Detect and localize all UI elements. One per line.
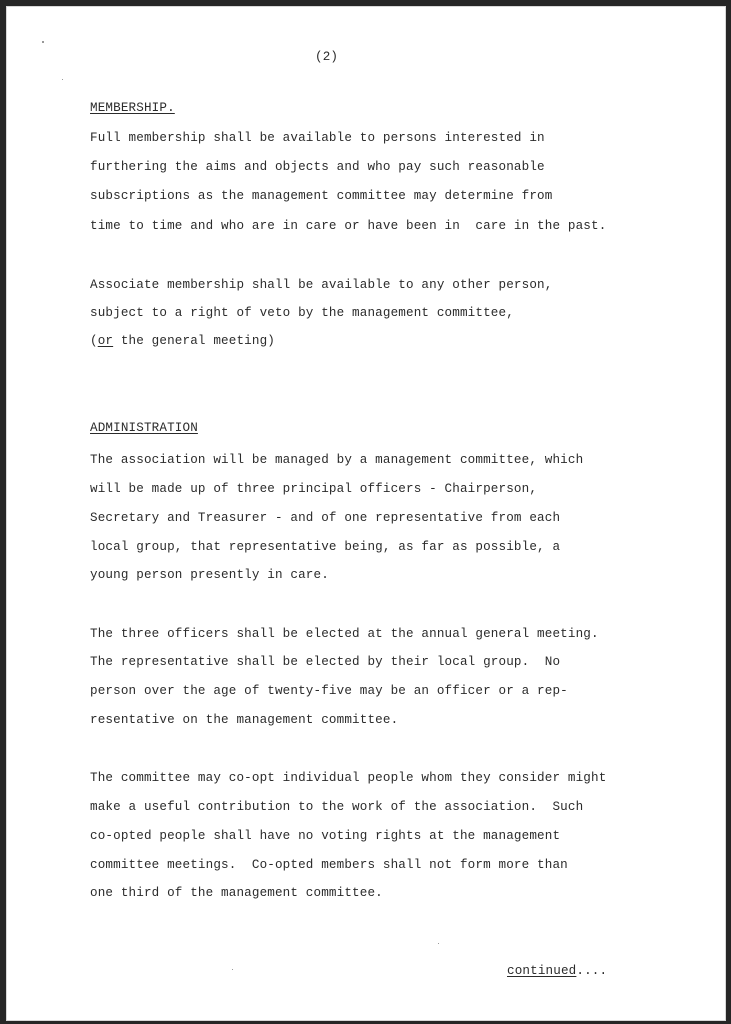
text-line: Secretary and Treasurer - and of one representative from each — [90, 511, 561, 525]
section-heading-administration: ADMINISTRATION — [90, 421, 198, 435]
document-page — [6, 6, 726, 1021]
page-number: (2) — [315, 50, 339, 64]
text-line: co-opted people shall have no voting rights at the management — [90, 829, 561, 843]
continued-marker — [507, 964, 607, 978]
text-line — [90, 334, 275, 348]
scan-speck — [42, 41, 44, 43]
text-line: furthering the aims and objects and who pay such reasonable — [90, 160, 545, 174]
text-line: The association will be managed by a management committee, which — [90, 453, 584, 467]
scan-speck — [438, 943, 439, 944]
text-line: subscriptions as the management committee may determine from — [90, 189, 553, 203]
text-line: The committee may co-opt individual people whom they consider might — [90, 771, 607, 785]
continued-word: continued — [507, 964, 577, 978]
text-line: Associate membership shall be available to any other person, — [90, 278, 553, 292]
text-line: resentative on the management committee. — [90, 713, 399, 727]
continued-dots: .... — [576, 964, 608, 978]
scan-speck — [62, 79, 63, 80]
text-line: one third of the management committee. — [90, 886, 383, 900]
scan-speck — [232, 969, 233, 970]
text-line: will be made up of three principal officers - Chairperson, — [90, 482, 538, 496]
text-line: make a useful contribution to the work of the association. Such — [90, 800, 584, 814]
text-line: Full membership shall be available to persons interested in — [90, 131, 545, 145]
text-line: local group, that representative being, as far as possible, a — [90, 540, 561, 554]
section-heading-membership: MEMBERSHIP. — [90, 101, 175, 115]
text-line: The three officers shall be elected at the annual general meeting. — [90, 627, 599, 641]
text-fragment: the general meeting) — [113, 334, 275, 348]
text-line: The representative shall be elected by their local group. No — [90, 655, 561, 669]
paren-open: ( — [90, 334, 98, 348]
text-line: subject to a right of veto by the management committee, — [90, 306, 514, 320]
text-line: committee meetings. Co-opted members shall not form more than — [90, 858, 568, 872]
underlined-word: or — [97, 334, 114, 348]
text-line: young person presently in care. — [90, 568, 329, 582]
text-line: person over the age of twenty-five may be an officer or a rep- — [90, 684, 568, 698]
text-line: time to time and who are in care or have been in care in the past. — [90, 219, 607, 233]
